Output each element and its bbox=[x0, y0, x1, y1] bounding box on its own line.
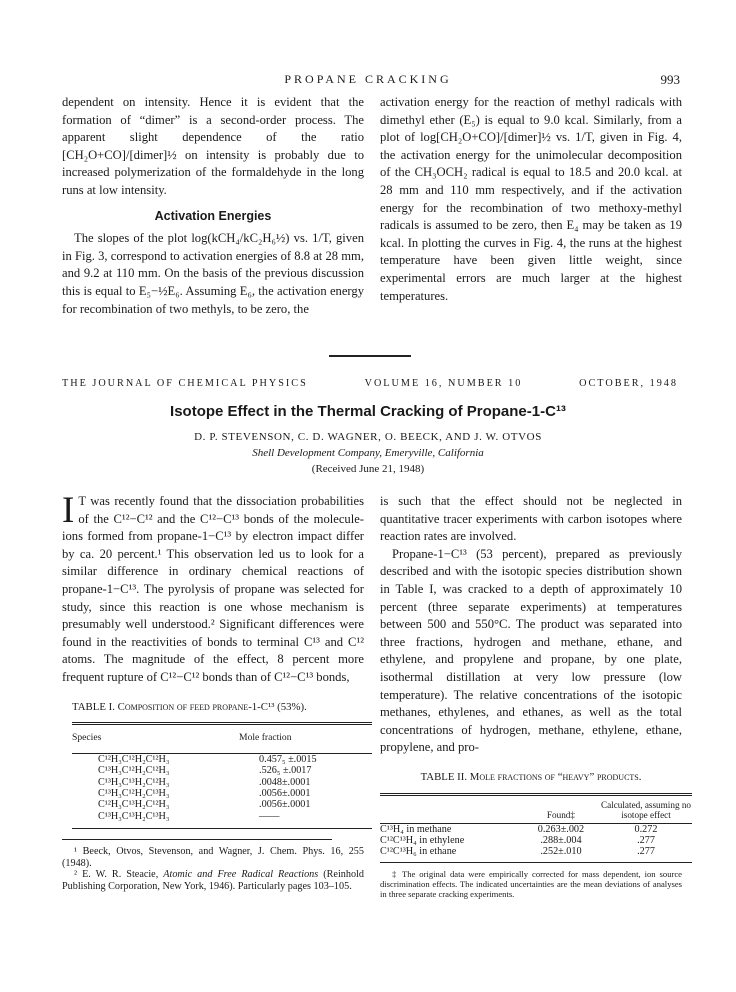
table2-caption: TABLE II. Mole fractions of “heavy” products. bbox=[420, 770, 642, 783]
journal-name: THE JOURNAL OF CHEMICAL PHYSICS bbox=[62, 378, 308, 389]
table1-value-cell: .0056±.0001 bbox=[259, 787, 311, 799]
table1-species-cell: C¹²H₃C¹²H₂C¹²H₃ bbox=[98, 753, 170, 765]
table2-header-found: Found‡ bbox=[522, 794, 600, 823]
table2-calculated-cell: .277 bbox=[637, 834, 655, 846]
table2-header-calculated: Calculated, assuming no isotope effect bbox=[600, 794, 692, 823]
table1 bbox=[72, 722, 372, 829]
table-row bbox=[72, 777, 372, 788]
running-title: PROPANE CRACKING bbox=[284, 72, 452, 86]
table2-calculated-cell: 0.272 bbox=[634, 823, 658, 835]
table1-value-cell: —— bbox=[239, 811, 372, 829]
journal-line bbox=[62, 378, 678, 389]
table2-note: ‡ The original data were empirically corrected for mass dependent, ion source discrimination effects. The indicated uncertainties are the mean deviations of analyses in three separate cracking experiments. bbox=[380, 868, 682, 900]
table2-species-cell: C¹²C¹³H₆ in ethane bbox=[380, 846, 522, 862]
prev-left-paragraph-2: The slopes of the plot log(kCH₄/kC₂H₆½) vs. 1/T, given in Fig. 3, correspond to activation energies of 8.8 at 28 mm, and 9.2 at 110 mm. On the basis of the previous discussion this is equal to E₅−½E₆. Assuming E₆, the activation energy for recombination of two methyls, to be zero, the bbox=[62, 231, 364, 316]
table2-found-cell: 0.263±.002 bbox=[537, 823, 585, 835]
journal-date: OCTOBER, 1948 bbox=[579, 378, 678, 389]
table-row bbox=[380, 846, 692, 862]
footnote-2-publisher: (Reinhold Publishing Corporation, New York, 1946). Particularly pages 103–105. bbox=[62, 869, 364, 892]
footnote-2-author: ² E. W. R. Steacie, bbox=[74, 869, 164, 881]
table-row bbox=[380, 835, 692, 846]
footnote-2-book-title: Atomic and Free Radical Reactions bbox=[163, 869, 319, 881]
article-right-column bbox=[380, 493, 692, 900]
table2-found-cell: .252±.010 bbox=[522, 846, 600, 862]
table-row bbox=[72, 765, 372, 776]
table1-value-cell: 0.457₅ ±.0015 bbox=[259, 753, 317, 765]
table-row bbox=[72, 811, 372, 829]
table2-header-blank bbox=[380, 794, 522, 823]
article-left-paragraph-1 bbox=[62, 490, 364, 687]
drop-cap: I bbox=[62, 490, 75, 531]
prev-left-paragraph-1: dependent on intensity. Hence it is evident that the formation of “dimer” is a second-order process. The apparent slight dependence of the ratio [CH₂O+CO]/[dimer]½ on intensity is probably due to increased polymerization of the formaldehyde in the long runs at low intensity. bbox=[62, 95, 364, 197]
table2-species-cell: C¹²C¹³H₄ in ethylene bbox=[380, 834, 465, 846]
table1-species-cell: C¹³H₃C¹³H₂C¹³H₃ bbox=[72, 811, 239, 829]
received-date: (Received June 21, 1948) bbox=[311, 463, 425, 475]
table2-found-cell: .288±.004 bbox=[540, 834, 582, 846]
table1-value-cell: .0056±.0001 bbox=[259, 799, 311, 811]
table1-header-mole-fraction: Mole fraction bbox=[239, 724, 372, 754]
footnote-rule bbox=[62, 839, 332, 840]
table1-species-cell: C¹²H₃C¹³H₂C¹²H₃ bbox=[98, 799, 170, 811]
table-row bbox=[72, 753, 372, 765]
table1-header-species: Species bbox=[72, 724, 239, 754]
footnote-2 bbox=[62, 869, 364, 892]
article-title: Isotope Effect in the Thermal Cracking of Propane-1-C¹³ bbox=[170, 403, 566, 420]
article-right-paragraph-2: Propane-1−C¹³ (53 percent), prepared as previously described and with the isotopic species distribution shown in Table I, was cracked to a depth of approximately 10 percent (three separate experiments) at temperatures between 500 and 550°C. The product was separated into three fractions, hydrogen and methane, ethane, and ethylene, and propylene and propane, by one plate, isothermal distillation at very low pressure (low temperature). The relative concentrations of the isotopic methanes, ethylenes, and ethanes, as well as the total concentrations of hydrogen, methane, ethylene, ethane, propylene, and pro- bbox=[380, 546, 682, 755]
table1-value-cell: .0048±.0001 bbox=[259, 776, 311, 788]
section-divider bbox=[329, 355, 411, 357]
table1-value-cell: .526₅ ±.0017 bbox=[259, 765, 312, 777]
prev-right-column bbox=[380, 94, 682, 305]
table1-caption: TABLE I. Composition of feed propane-1-C¹³ (53%). bbox=[72, 700, 307, 713]
footnote-1: ¹ Beeck, Otvos, Stevenson, and Wagner, J. Chem. Phys. 16, 255 (1948). bbox=[62, 846, 364, 869]
section-heading: Activation Energies bbox=[154, 208, 272, 223]
article-authors: D. P. STEVENSON, C. D. WAGNER, O. BEECK, AND J. W. OTVOS bbox=[194, 431, 542, 443]
table-row bbox=[380, 823, 692, 835]
table1-species-cell: C¹³H₃C¹²H₂C¹³H₃ bbox=[98, 787, 170, 799]
prev-left-column bbox=[62, 94, 364, 318]
page-number: 993 bbox=[660, 72, 680, 87]
table2 bbox=[380, 793, 692, 863]
table-row bbox=[72, 799, 372, 810]
table1-species-cell: C¹³H₃C¹³H₂C¹²H₃ bbox=[98, 776, 170, 788]
table1-species-cell: C¹³H₃C¹²H₂C¹²H₃ bbox=[98, 765, 170, 777]
article-intro-text: T was recently found that the dissociation probabilities of the C¹²−C¹² and the C¹²−C¹³ bonds of the molecule-ions formed from propane-1−C¹³ by electron impact differ by ca. 20 percent.¹ This observation led us to look for a similar difference in ordinary chemical reactions of propane-1−C¹³. The pyrolysis of propane was selected for study, since this reaction is one whose mechanism is presumably well understood.² Significant differences were found in the reactivities of bonds to terminal C¹³ and C¹² atoms. The magnitude of the effect, 8 percent more frequent rupture of C¹²−C¹² bonds than of C¹²−C¹³ bonds, bbox=[62, 494, 364, 684]
footnotes bbox=[62, 846, 364, 892]
article-right-paragraph-1: is such that the effect should not be neglected in quantitative tracer experiments with carbon isotopes where reaction rates are involved. bbox=[380, 494, 682, 544]
article-left-column bbox=[62, 490, 364, 893]
table-row bbox=[72, 788, 372, 799]
table2-calculated-cell: .277 bbox=[600, 846, 692, 862]
article-affiliation: Shell Development Company, Emeryville, California bbox=[252, 447, 484, 459]
journal-volume: VOLUME 16, NUMBER 10 bbox=[364, 378, 523, 389]
prev-right-paragraph: activation energy for the reaction of methyl radicals with dimethyl ether (E₅) is equal to 9.0 kcal. Similarly, from a plot of log[CH₂O+CO]/[dimer]½ vs. 1/T, given in Fig. 4, the activation energy for the unimolecular decomposition of the CH₃OCH₂ radical is equal to 18.5 and 20.0 kcal. at 28 mm and 110 mm respectively, and if the activation energy for the recombination of two methoxy-methyl radicals is assumed to be zero, then E₄ may be taken as 19 kcal. In plotting the curves in Fig. 4, the runs at the highest temperature have been given little weight, since experimental errors are much larger at the highest temperatures. bbox=[380, 95, 682, 303]
table2-species-cell: C¹³H₄ in methane bbox=[380, 823, 452, 835]
